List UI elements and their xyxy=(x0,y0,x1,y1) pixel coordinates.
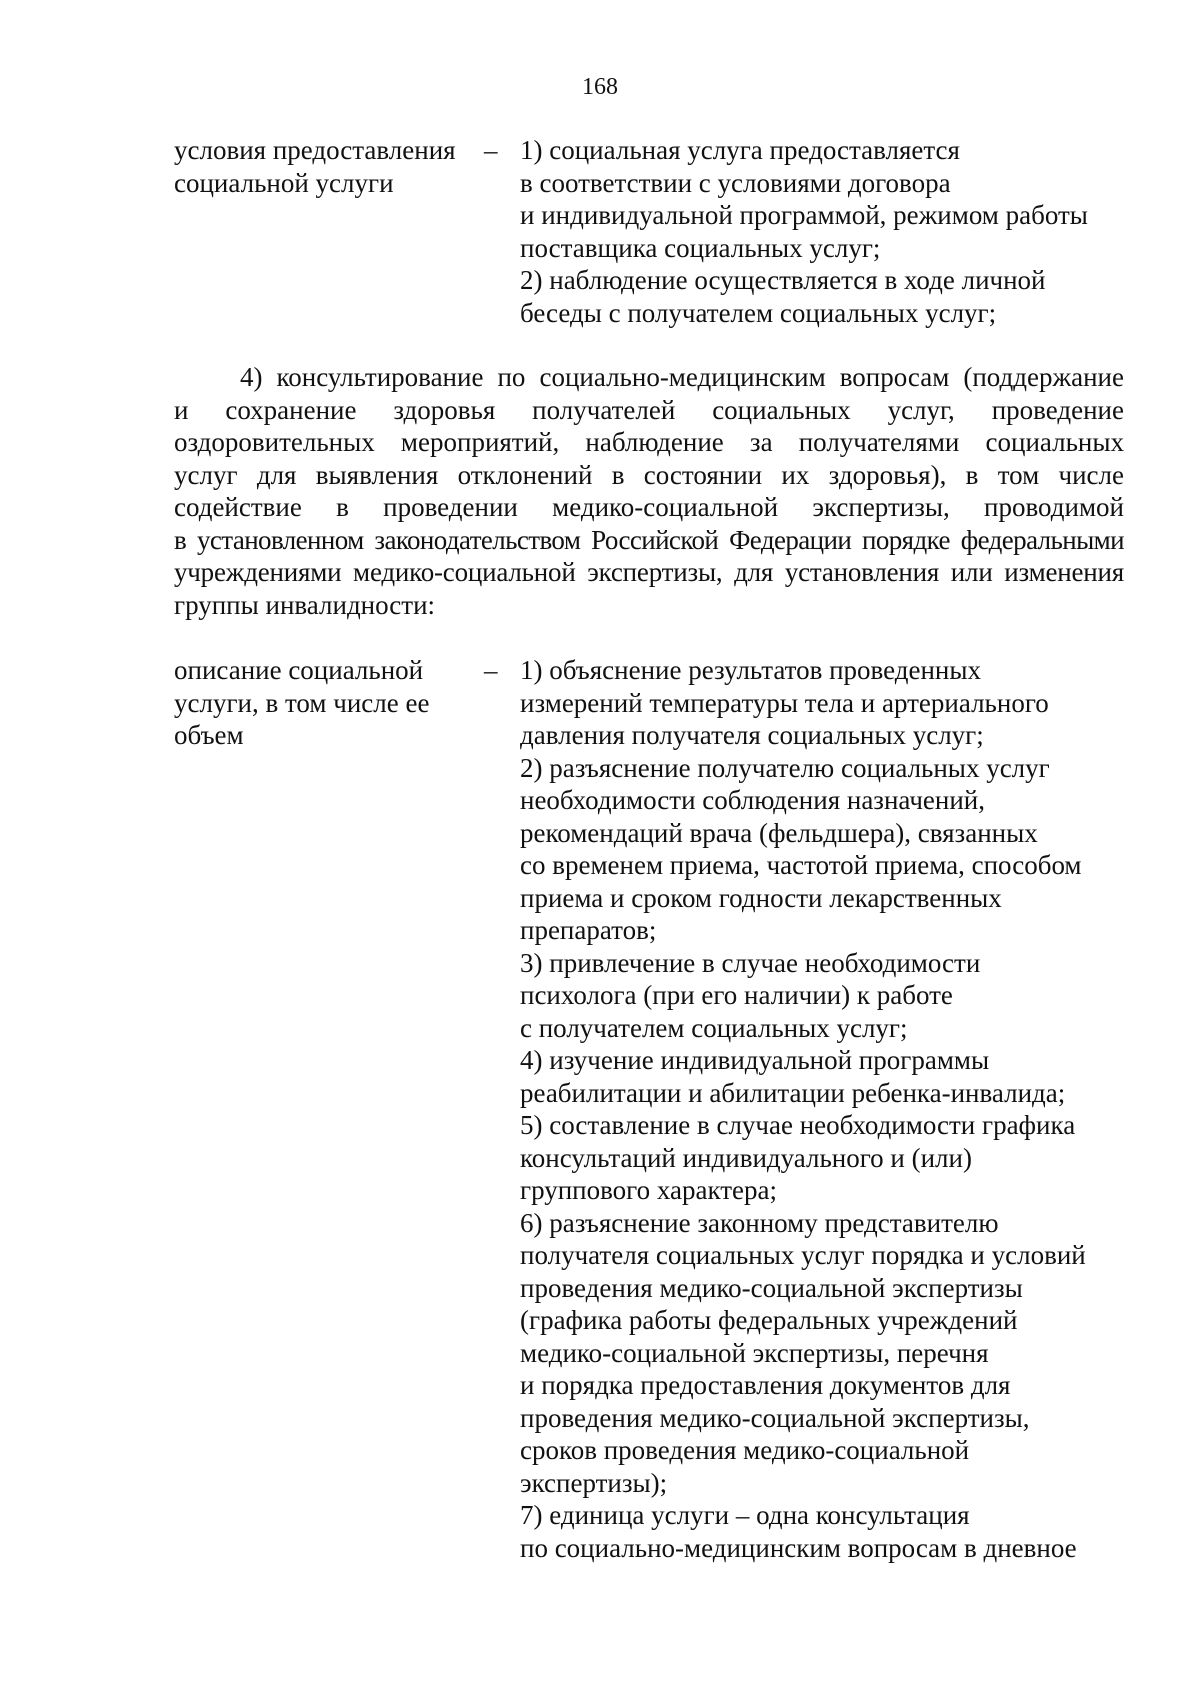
term-dash: – xyxy=(484,135,498,165)
definition-line: проведения медико-социальной экспертизы xyxy=(520,1272,1023,1303)
definition-line: и индивидуальной программой, режимом работы xyxy=(520,200,1088,230)
definition-line: (графика работы федеральных учреждений xyxy=(520,1305,1018,1335)
definition-line: 4) изучение индивидуальной программы xyxy=(520,1045,990,1075)
paragraph-line: содействие в проведении медико-социальной экспертизы, проводимой xyxy=(174,492,1124,522)
paragraph-line: учреждениями медико-социальной экспертизы, для установления или изменения xyxy=(174,557,1124,587)
definition-line: давления получателя социальных услуг; xyxy=(520,720,984,750)
term-line: объем xyxy=(174,720,244,750)
definition-line: 3) привлечение в случае необходимости xyxy=(520,947,981,978)
definition-line: препаратов; xyxy=(520,915,657,945)
definition-line: и порядка предоставления документов для xyxy=(520,1370,1011,1400)
definition-line: в соответствии с условиями договора xyxy=(520,167,951,198)
definition-line: измерений температуры тела и артериального xyxy=(520,687,1049,718)
conditions-definition xyxy=(520,134,1120,329)
definition-line: беседы с получателем социальных услуг; xyxy=(520,297,997,328)
term-line: услуги, в том числе ее xyxy=(174,687,430,718)
definition-line: с получателем социальных услуг; xyxy=(520,1012,908,1043)
paragraph-line: оздоровительных мероприятий, наблюдение за получателями социальных xyxy=(174,427,1124,457)
description-definition xyxy=(520,654,1120,1564)
service-paragraph xyxy=(174,361,1124,621)
definition-line: 1) объяснение результатов проведенных xyxy=(520,655,982,685)
definition-line: по социально-медицинским вопросам в дневное xyxy=(520,1532,1077,1563)
definition-line: приема и сроком годности лекарственных xyxy=(520,882,1002,913)
description-term xyxy=(174,654,474,752)
paragraph-line: 4) консультирование по социально-медицинским вопросам (поддержание xyxy=(240,362,1124,392)
term-line: описание социальной xyxy=(174,655,424,685)
definition-line: группового характера; xyxy=(520,1175,777,1205)
paragraph-line: в установленном законодательством Российской Федерации порядке федеральными xyxy=(174,524,1124,555)
definition-line: 6) разъяснение законному представителю xyxy=(520,1207,999,1238)
conditions-term xyxy=(174,134,474,199)
definition-line: 7) единица услуги – одна консультация xyxy=(520,1500,970,1530)
definition-line: поставщика социальных услуг; xyxy=(520,232,881,263)
paragraph-line: услуг для выявления отклонений в состоянии их здоровья), в том числе xyxy=(174,459,1124,490)
definition-line: 2) разъяснение получателю социальных услуг xyxy=(520,752,1050,783)
definition-line: получателя социальных услуг порядка и условий xyxy=(520,1240,1086,1270)
definition-line: необходимости соблюдения назначений, xyxy=(520,785,985,815)
definition-line: реабилитации и абилитации ребенка-инвалида; xyxy=(520,1077,1066,1108)
term-line: социальной услуги xyxy=(174,167,394,198)
definition-line: проведения медико-социальной экспертизы, xyxy=(520,1402,1030,1433)
definition-line: психолога (при его наличии) к работе xyxy=(520,980,953,1010)
definition-line: медико-социальной экспертизы, перечня xyxy=(520,1337,989,1368)
definition-line: 1) социальная услуга предоставляется xyxy=(520,135,960,165)
definition-line: со временем приема, частотой приема, способом xyxy=(520,850,1082,880)
definition-line: консультаций индивидуального и (или) xyxy=(520,1142,972,1173)
definition-line: 2) наблюдение осуществляется в ходе личной xyxy=(520,265,1046,295)
term-dash: – xyxy=(484,655,498,685)
paragraph-line: и сохранение здоровья получателей социальных услуг, проведение xyxy=(174,394,1124,425)
definition-line: сроков проведения медико-социальной xyxy=(520,1435,970,1465)
definition-line: рекомендаций врача (фельдшера), связанных xyxy=(520,817,1038,848)
page-number: 168 xyxy=(582,74,618,100)
term-line: условия предоставления xyxy=(174,135,456,165)
paragraph-line: группы инвалидности: xyxy=(174,589,436,620)
definition-line: 5) составление в случае необходимости графика xyxy=(520,1110,1076,1140)
definition-line: экспертизы); xyxy=(520,1467,668,1498)
